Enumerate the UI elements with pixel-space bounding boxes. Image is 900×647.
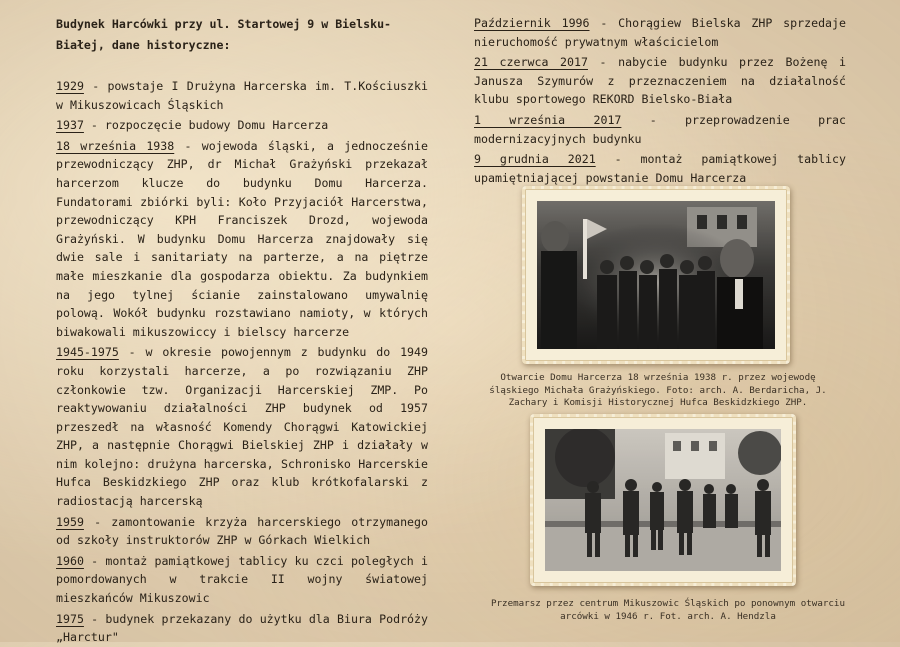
entry-date: 1975 xyxy=(56,611,84,626)
entry-text: - rozpoczęcie budowy Domu Harcerza xyxy=(83,118,329,133)
timeline-entry xyxy=(56,610,428,647)
timeline-entry xyxy=(474,14,846,51)
timeline-entry xyxy=(474,53,846,109)
entry-text: - wojewoda śląski, a jednocześnie przewodniczący ZHP, dr Michał Grażyński przekazał harcerzom klucze do budynku Domu Harcerza. Fundatorami zbiórki byli: Koło Przyjaciół Harcerstwa, przewodniczący KPH Franciszek Drozd, wojewoda Grażyński. W budynku Domu Harcerza znajdowały się dwie sale i sanitariaty na parterze, a na piętrze małe mieszkanie dla gospodarza obiektu. Za budynkiem na jego tylnej ścianie zainstalowano umywalnię polową. Wokół budynku rozstawiano namioty, w których biwakowali mikuszowiccy i bielscy harcerze xyxy=(56,138,428,339)
left-column xyxy=(56,14,428,647)
photo-frame-march xyxy=(530,414,796,586)
entry-text: - w okresie powojennym z budynku do 1949 roku korzystali harcerze, a po rozwiązaniu ZHP członkowie tzw. Organizacji Harcerskiej ZMP. Po reaktywowaniu działalności ZHP budynek od 1957 przeszedł na własność Komendy Chorągwi Katowickiej ZHP, a następnie Chorągwi Bielskiej ZHP i działały w nim kolejno: drużyna harcerska, Schronisko Harcerskie Hufca Beskidzkiego ZHP oraz klub krótkofalarski z radiostacją harcerską xyxy=(56,345,428,509)
entry-date: 21 czerwca 2017 xyxy=(474,55,588,70)
entry-date: 1945-1975 xyxy=(56,345,119,360)
entry-date: 9 grudnia 2021 xyxy=(474,152,596,167)
timeline-entry xyxy=(56,77,428,114)
photo-opening-ceremony xyxy=(537,201,775,349)
entry-text: - budynek przekazany do użytku dla Biura Podróży „Harctur" xyxy=(56,611,428,645)
entry-text: - przeprowadzenie prac modernizacyjnych budynku xyxy=(474,112,846,146)
entry-text: - zamontowanie krzyża harcerskiego otrzymanego od szkoły instruktorów ZHP w Górkach Wielkich xyxy=(56,514,428,548)
timeline-entry xyxy=(56,137,428,342)
entry-date: Październik 1996 xyxy=(474,16,590,30)
entry-text: - montaż pamiątkowej tablicy upamiętniającej powstanie Domu Harcerza xyxy=(474,152,846,185)
entry-text: - nabycie budynku przez Bożenę i Janusza Szymurów z przeznaczeniem na działalność klubu sportowego REKORD Bielsko-Biała xyxy=(474,55,847,107)
photo2-caption: Przemarsz przez centrum Mikuszowic Śląskich po ponownym otwarciu arcówki w 1946 r. Fot. arch. A. Hendzla xyxy=(490,598,845,622)
timeline-entry xyxy=(474,150,846,187)
entry-date: 1959 xyxy=(56,514,84,529)
timeline-entry xyxy=(474,111,846,148)
entry-text: - montaż pamiątkowej tablicy ku czci poległych i pomordowanych w trakcie II wojny światowej mieszkańców Mikuszowic xyxy=(56,553,428,606)
photo1-caption: Otwarcie Domu Harcerza 18 września 1938 r. przez wojewodę śląskiego Michała Grażyńskiego. Foto: arch. A. Berdaricha, J. Zachary i Komisji Historycznej Hufca Beskidzkiego ZHP. xyxy=(489,372,827,409)
entry-date: 18 września 1938 xyxy=(56,138,175,153)
document-title: Budynek Harcówki przy ul. Startowej 9 w Bielsku-Białej, dane historyczne: xyxy=(56,17,392,52)
photo-frame-opening xyxy=(522,186,790,364)
entry-date: 1 września 2017 xyxy=(474,112,622,127)
entry-date: 1929 xyxy=(56,79,84,93)
timeline-entry xyxy=(56,552,428,608)
entry-date: 1960 xyxy=(56,553,84,568)
timeline-entry xyxy=(56,116,428,135)
entry-text: - powstaje I Drużyna Harcerska im. T.Kościuszki w Mikuszowicach Śląskich xyxy=(56,79,428,112)
timeline-entry xyxy=(56,513,428,550)
right-column xyxy=(474,14,846,187)
entry-text: - Chorągiew Bielska ZHP sprzedaje nieruchomość prywatnym właścicielom xyxy=(474,16,846,49)
timeline-entry xyxy=(56,343,428,510)
entry-date: 1937 xyxy=(56,118,84,133)
photo-march xyxy=(545,429,781,571)
